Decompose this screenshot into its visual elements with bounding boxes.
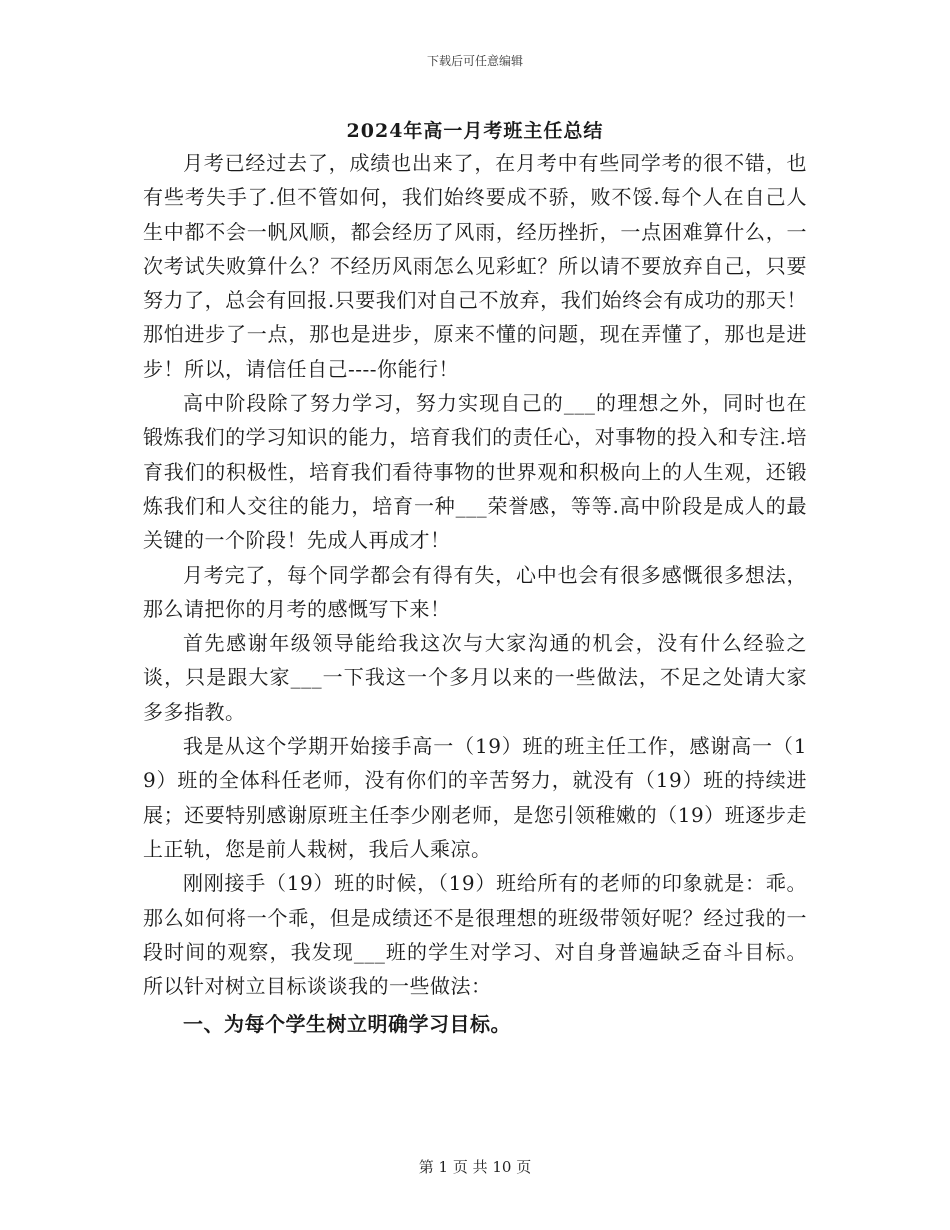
paragraph: 首先感谢年级领导能给我这次与大家沟通的机会，没有什么经验之谈，只是跟大家___一下我这一个多月以来的一些做法，不足之处请大家多多指教。 [143, 631, 807, 724]
paragraph: 月考完了，每个同学都会有得有失，心中也会有很多感慨很多想法，那么请把你的月考的感慨写下来！ [143, 562, 807, 621]
paragraph: 刚刚接手（19）班的时候，（19）班给所有的老师的印象就是：乖。那么如何将一个乖，但是成绩还不是很理想的班级带领好呢？经过我的一段时间的观察，我发现___班的学生对学习、对自身普遍缺乏奋斗目标。所以针对树立目标谈谈我的一些做法： [143, 871, 807, 999]
document-title: 2024年高一月考班主任总结 [346, 120, 604, 142]
paragraph: 我是从这个学期开始接手高一（19）班的班主任工作，感谢高一（19）班的全体科任老师，没有你们的辛苦努力，就没有（19）班的持续进展；还要特别感谢原班主任李少刚老师，是您引领稚嫩的（19）班逐步走上正轨，您是前人栽树，我后人乘凉。 [143, 734, 807, 861]
document-body [143, 146, 807, 1042]
section-heading: 一、为每个学生树立明确学习目标。 [183, 1012, 511, 1037]
page-header-note: 下载后可任意编辑 [426, 54, 523, 68]
paragraph: 月考已经过去了，成绩也出来了，在月考中有些同学考的很不错，也有些考失手了.但不管如何，我们始终要成不骄，败不馁.每个人在自己人生中都不会一帆风顺，都会经历了风雨，经历挫折，一点困难算什么，一次考试失败算什么？不经历风雨怎么见彩虹？所以请不要放弃自己，只要努力了，总会有回报.只要我们对自己不放弃，我们始终会有成功的那天！那怕进步了一点，那也是进步，原来不懂的问题，现在弄懂了，那也是进步！所以，请信任自己----你能行！ [143, 151, 807, 381]
paragraph: 高中阶段除了努力学习，努力实现自己的___的理想之外，同时也在锻炼我们的学习知识的能力，培育我们的责任心，对事物的投入和专注.培育我们的积极性，培育我们看待事物的世界观和积极向上的人生观，还锻炼我们和人交往的能力，培育一种___荣誉感，等等.高中阶段是成人的最关键的一个阶段！先成人再成才！ [143, 391, 807, 553]
page-number: 第 1 页 共 10 页 [418, 1158, 532, 1176]
